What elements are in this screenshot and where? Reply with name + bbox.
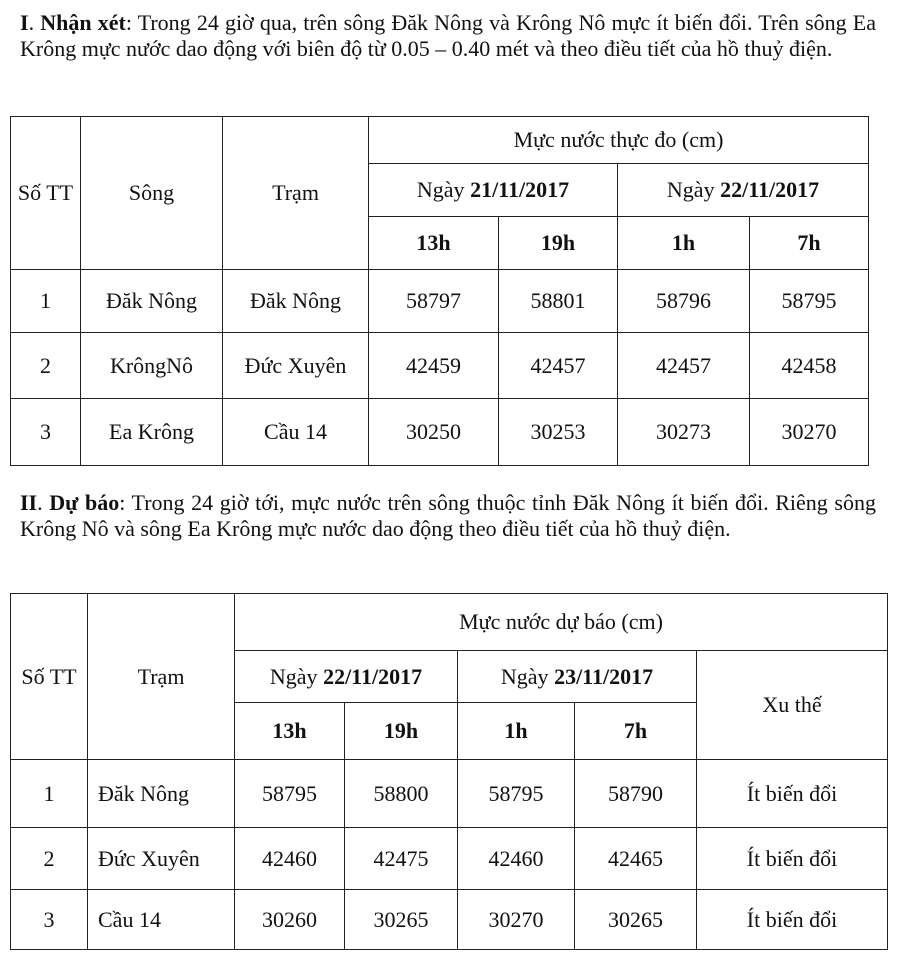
header-station: Trạm <box>88 594 235 760</box>
day-prefix: Ngày <box>269 663 324 689</box>
cell-value: 58800 <box>345 760 458 828</box>
header-hour: 13h <box>235 703 345 760</box>
header-hour: 1h <box>458 703 575 760</box>
cell-stt: 1 <box>11 270 81 333</box>
section1-heading: Nhận xét <box>40 10 126 35</box>
header-trend: Xu thế <box>697 651 888 760</box>
cell-value: 42459 <box>369 333 499 399</box>
header-day-1 <box>235 651 458 703</box>
day-date: 22/11/2017 <box>323 663 423 689</box>
section1-text: : Trong 24 giờ qua, trên sông Đăk Nông và Krông Nô mực ít biến đổi. Trên sông Ea Krông mực nước dao động với biên độ từ 0.05 – 0.40 mét và theo điều tiết của hồ thuỷ điện. <box>20 10 877 61</box>
day-prefix: Ngày <box>666 177 721 202</box>
cell-value: 42458 <box>750 333 869 399</box>
header-forecast-level: Mực nước dự báo (cm) <box>235 594 888 651</box>
day-prefix: Ngày <box>500 663 555 689</box>
cell-value: 42460 <box>235 828 345 890</box>
cell-value: 42457 <box>499 333 618 399</box>
cell-value: 30273 <box>618 399 750 466</box>
header-observed-level: Mực nước thực đo (cm) <box>369 117 869 164</box>
header-hour: 19h <box>345 703 458 760</box>
day-date: 23/11/2017 <box>554 663 654 689</box>
header-river: Sông <box>81 117 223 270</box>
cell-trend: Ít biến đổi <box>697 890 888 950</box>
cell-value: 42457 <box>618 333 750 399</box>
cell-value: 58795 <box>235 760 345 828</box>
forecast-water-level-table <box>10 593 888 950</box>
day-date: 22/11/2017 <box>720 177 820 202</box>
cell-station: Đức Xuyên <box>223 333 369 399</box>
header-hour: 7h <box>575 703 697 760</box>
header-hour: 13h <box>369 217 499 270</box>
cell-station: Đăk Nông <box>223 270 369 333</box>
cell-stt: 3 <box>11 399 81 466</box>
table-row <box>11 333 869 399</box>
header-day-2 <box>618 164 869 217</box>
header-day-1 <box>369 164 618 217</box>
cell-value: 58795 <box>750 270 869 333</box>
cell-station: Đức Xuyên <box>88 828 235 890</box>
header-hour: 7h <box>750 217 869 270</box>
section2-paragraph <box>20 490 876 542</box>
cell-value: 30253 <box>499 399 618 466</box>
cell-value: 30265 <box>345 890 458 950</box>
table-row <box>11 890 888 950</box>
section1-paragraph <box>20 10 876 62</box>
section1-separator: . <box>28 10 41 35</box>
cell-stt: 2 <box>11 333 81 399</box>
cell-value: 42465 <box>575 828 697 890</box>
cell-station: Đăk Nông <box>88 760 235 828</box>
header-station: Trạm <box>223 117 369 270</box>
header-hour: 1h <box>618 217 750 270</box>
cell-river: Ea Krông <box>81 399 223 466</box>
table-row <box>11 828 888 890</box>
table-row <box>11 270 869 333</box>
section2-heading: Dự báo <box>49 490 120 515</box>
cell-value: 58796 <box>618 270 750 333</box>
cell-value: 30270 <box>458 890 575 950</box>
observed-water-level-table <box>10 116 869 466</box>
cell-trend: Ít biến đổi <box>697 828 888 890</box>
header-stt: Số TT <box>11 117 81 270</box>
cell-value: 58801 <box>499 270 618 333</box>
section2-separator: . <box>37 490 50 515</box>
cell-value: 30265 <box>575 890 697 950</box>
cell-value: 30270 <box>750 399 869 466</box>
cell-stt: 2 <box>11 828 88 890</box>
cell-value: 58797 <box>369 270 499 333</box>
cell-station: Cầu 14 <box>223 399 369 466</box>
cell-station: Cầu 14 <box>88 890 235 950</box>
cell-river: Đăk Nông <box>81 270 223 333</box>
cell-value: 58790 <box>575 760 697 828</box>
cell-trend: Ít biến đổi <box>697 760 888 828</box>
section2-number: II <box>20 490 38 515</box>
section2-text: : Trong 24 giờ tới, mực nước trên sông thuộc tỉnh Đăk Nông ít biến đổi. Riêng sông Krông Nô và sông Ea Krông mực nước dao động theo điều tiết của hồ thuỷ điện. <box>20 490 876 541</box>
cell-value: 58795 <box>458 760 575 828</box>
cell-value: 30260 <box>235 890 345 950</box>
day-prefix: Ngày <box>416 177 471 202</box>
cell-stt: 3 <box>11 890 88 950</box>
header-day-2 <box>458 651 697 703</box>
table-row <box>11 399 869 466</box>
cell-value: 42475 <box>345 828 458 890</box>
cell-value: 42460 <box>458 828 575 890</box>
cell-value: 30250 <box>369 399 499 466</box>
table-row <box>11 760 888 828</box>
day-date: 21/11/2017 <box>470 177 570 202</box>
section1-number: I <box>20 10 29 35</box>
header-hour: 19h <box>499 217 618 270</box>
cell-stt: 1 <box>11 760 88 828</box>
header-stt: Số TT <box>11 594 88 760</box>
cell-river: KrôngNô <box>81 333 223 399</box>
